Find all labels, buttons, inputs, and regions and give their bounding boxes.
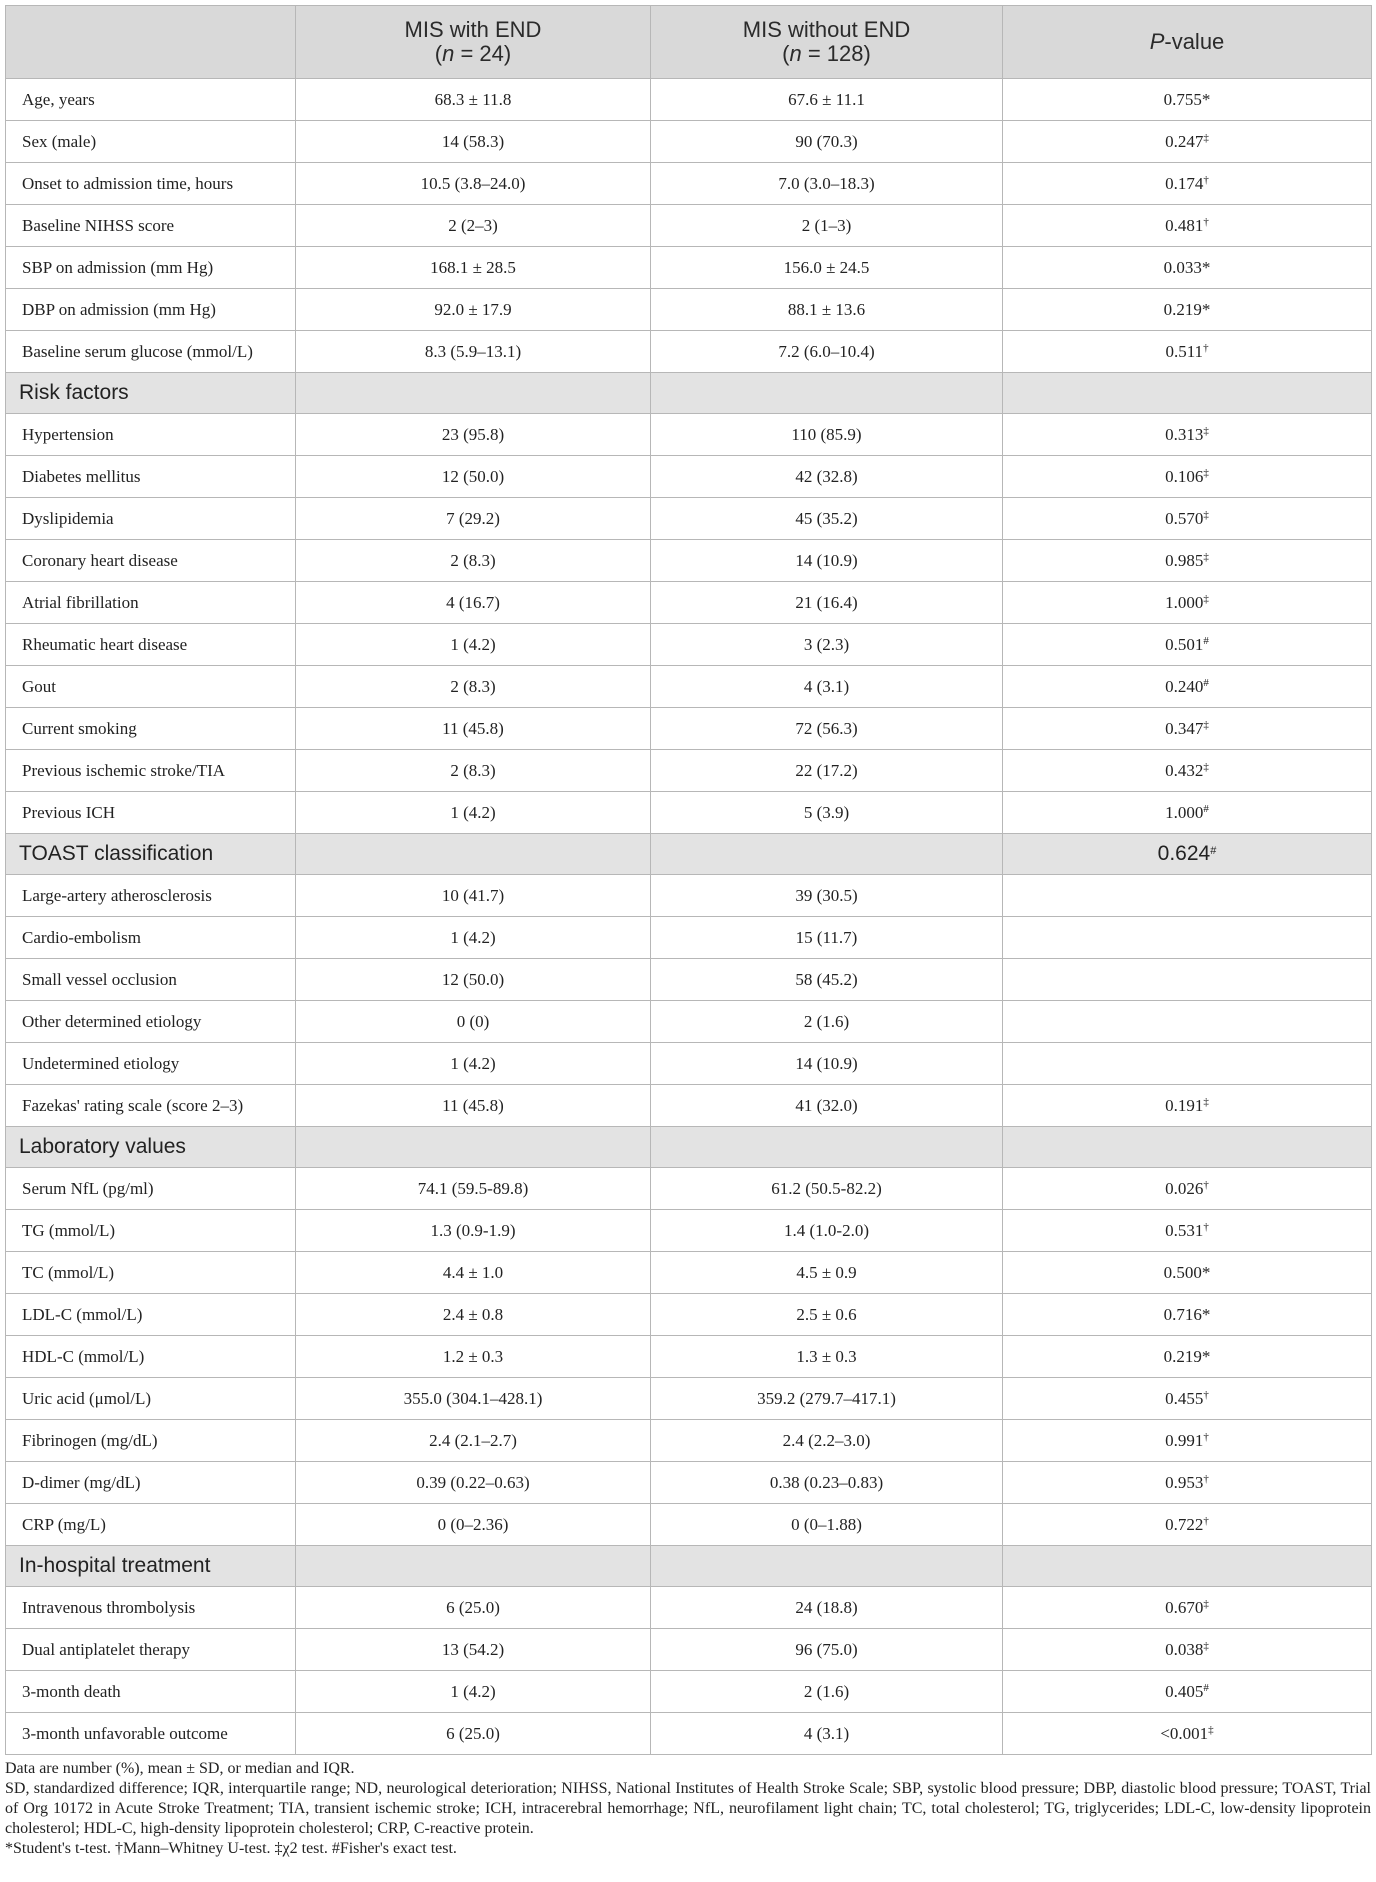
cell-without-end: 2.5 ± 0.6: [651, 1294, 1003, 1336]
row-label: Cardio-embolism: [6, 917, 296, 959]
row-label: SBP on admission (mm Hg): [6, 247, 296, 289]
cell-with-end: 0 (0): [296, 1001, 651, 1043]
cell-p-value: 0.531†: [1003, 1210, 1372, 1252]
footnote-mark: #: [1203, 676, 1209, 689]
footnote-tests: *Student's t-test. †Mann–Whitney U-test. ‡χ2 test. #Fisher's exact test.: [5, 1840, 457, 1857]
cell-without-end: 90 (70.3): [651, 121, 1003, 163]
cell-without-end: 58 (45.2): [651, 959, 1003, 1001]
section-row: [6, 1127, 1372, 1168]
footnote-mark: †: [1203, 173, 1209, 186]
row-label: Sex (male): [6, 121, 296, 163]
footnote-mark: #: [1203, 802, 1209, 815]
cell-p-value: 0.985‡: [1003, 540, 1372, 582]
cell-p-value: [1003, 1001, 1372, 1043]
cell-with-end: 10 (41.7): [296, 875, 651, 917]
row-label: TG (mmol/L): [6, 1210, 296, 1252]
cell-p-value: 0.991†: [1003, 1420, 1372, 1462]
cell-without-end: 359.2 (279.7–417.1): [651, 1378, 1003, 1420]
cell-p-value: 0.219*: [1003, 1336, 1372, 1378]
cell-p-value: 0.219*: [1003, 289, 1372, 331]
row-label: LDL-C (mmol/L): [6, 1294, 296, 1336]
section-cell-empty: [651, 1546, 1003, 1587]
table-row: [6, 456, 1372, 498]
footnote-mark: ‡: [1208, 1723, 1214, 1736]
cell-p-value: 0.670‡: [1003, 1587, 1372, 1629]
row-label: Undetermined etiology: [6, 1043, 296, 1085]
row-label: Previous ICH: [6, 792, 296, 834]
cell-p-value: 0.953†: [1003, 1462, 1372, 1504]
footnote-mark: ‡: [1203, 550, 1209, 563]
footnote-mark: ‡: [1203, 131, 1209, 144]
cell-without-end: 5 (3.9): [651, 792, 1003, 834]
cell-p-value: 0.347‡: [1003, 708, 1372, 750]
cell-without-end: 2.4 (2.2–3.0): [651, 1420, 1003, 1462]
row-label: HDL-C (mmol/L): [6, 1336, 296, 1378]
row-label: Uric acid (μmol/L): [6, 1378, 296, 1420]
cell-without-end: 96 (75.0): [651, 1629, 1003, 1671]
table-row: [6, 205, 1372, 247]
table-row: [6, 875, 1372, 917]
cell-with-end: 6 (25.0): [296, 1713, 651, 1755]
table-row: [6, 1587, 1372, 1629]
table-row: [6, 1085, 1372, 1127]
row-label: Gout: [6, 666, 296, 708]
cell-with-end: 10.5 (3.8–24.0): [296, 163, 651, 205]
table-row: [6, 1336, 1372, 1378]
cell-with-end: 11 (45.8): [296, 708, 651, 750]
row-label: Fibrinogen (mg/dL): [6, 1420, 296, 1462]
table-container: [5, 5, 1371, 1755]
header-cell-with-end: MIS with END (n = 24): [296, 6, 651, 79]
section-p-value: [1003, 373, 1372, 414]
footnote-mark: †: [1203, 1388, 1209, 1401]
row-label: Current smoking: [6, 708, 296, 750]
cell-without-end: 22 (17.2): [651, 750, 1003, 792]
footnote-mark: †: [1203, 215, 1209, 228]
section-title: TOAST classification: [6, 834, 296, 875]
cell-with-end: 68.3 ± 11.8: [296, 79, 651, 121]
cell-p-value: 0.038‡: [1003, 1629, 1372, 1671]
cell-without-end: 21 (16.4): [651, 582, 1003, 624]
cell-without-end: 72 (56.3): [651, 708, 1003, 750]
section-p-value: [1003, 1546, 1372, 1587]
cell-without-end: 4 (3.1): [651, 666, 1003, 708]
row-label: 3-month death: [6, 1671, 296, 1713]
cell-without-end: 7.0 (3.0–18.3): [651, 163, 1003, 205]
cell-with-end: 8.3 (5.9–13.1): [296, 331, 651, 373]
row-label: Baseline NIHSS score: [6, 205, 296, 247]
cell-p-value: 0.026†: [1003, 1168, 1372, 1210]
table-row: [6, 1294, 1372, 1336]
row-label: Other determined etiology: [6, 1001, 296, 1043]
footnote-mark: †: [1203, 341, 1209, 354]
table-row: [6, 1629, 1372, 1671]
cell-p-value: 0.511†: [1003, 331, 1372, 373]
table-body: [6, 79, 1372, 1755]
cell-with-end: 7 (29.2): [296, 498, 651, 540]
table-row: [6, 79, 1372, 121]
row-label: Dyslipidemia: [6, 498, 296, 540]
row-label: DBP on admission (mm Hg): [6, 289, 296, 331]
footnote-mark: ‡: [1203, 1095, 1209, 1108]
table-row: [6, 917, 1372, 959]
cell-p-value: 0.313‡: [1003, 414, 1372, 456]
footnote-abbreviations: SD, standardized difference; IQR, interquartile range; ND, neurological deterioration; NIHSS, National Institutes of Health Stroke Scale; SBP, systolic blood pressure; DBP, diastolic blood pressure; TOAST, Trial of Org 10172 in Acute Stroke Treatment; TIA, transient ischemic stroke; ICH, intracerebral hemorrhage; NfL, neurofilament light chain; TC, total cholesterol; TG, triglycerides; LDL-C, low-density lipoprotein cholesterol; HDL-C, high-density lipoprotein cholesterol; CRP, C-reactive protein.: [5, 1780, 1371, 1837]
section-row: [6, 834, 1372, 875]
cell-with-end: 4.4 ± 1.0: [296, 1252, 651, 1294]
cell-with-end: 1.3 (0.9-1.9): [296, 1210, 651, 1252]
cell-p-value: 0.501#: [1003, 624, 1372, 666]
cell-with-end: 2.4 ± 0.8: [296, 1294, 651, 1336]
table-row: [6, 331, 1372, 373]
section-cell-empty: [651, 373, 1003, 414]
header-cell-p-value: P-value: [1003, 6, 1372, 79]
row-label: CRP (mg/L): [6, 1504, 296, 1546]
section-title: Laboratory values: [6, 1127, 296, 1168]
header-cell-without-end: MIS without END (n = 128): [651, 6, 1003, 79]
cell-without-end: 156.0 ± 24.5: [651, 247, 1003, 289]
cell-without-end: 0 (0–1.88): [651, 1504, 1003, 1546]
cell-without-end: 2 (1–3): [651, 205, 1003, 247]
cell-p-value: [1003, 959, 1372, 1001]
cell-without-end: 4 (3.1): [651, 1713, 1003, 1755]
cell-p-value: 0.481†: [1003, 205, 1372, 247]
table-row: [6, 1420, 1372, 1462]
cell-with-end: 74.1 (59.5-89.8): [296, 1168, 651, 1210]
cell-without-end: 1.3 ± 0.3: [651, 1336, 1003, 1378]
row-label: Fazekas' rating scale (score 2–3): [6, 1085, 296, 1127]
cell-with-end: 1 (4.2): [296, 624, 651, 666]
cell-p-value: 0.247‡: [1003, 121, 1372, 163]
header-cell-variable: [6, 6, 296, 79]
cell-with-end: 12 (50.0): [296, 959, 651, 1001]
row-label: 3-month unfavorable outcome: [6, 1713, 296, 1755]
row-label: Baseline serum glucose (mmol/L): [6, 331, 296, 373]
footnote-mark: †: [1203, 1430, 1209, 1443]
cell-p-value: <0.001‡: [1003, 1713, 1372, 1755]
cell-without-end: 67.6 ± 11.1: [651, 79, 1003, 121]
row-label: Intravenous thrombolysis: [6, 1587, 296, 1629]
table-row: [6, 498, 1372, 540]
row-label: D-dimer (mg/dL): [6, 1462, 296, 1504]
cell-with-end: 168.1 ± 28.5: [296, 247, 651, 289]
table-header-row: [6, 6, 1372, 79]
table-row: [6, 582, 1372, 624]
baseline-characteristics-table: [5, 5, 1372, 1755]
cell-p-value: 0.755*: [1003, 79, 1372, 121]
cell-without-end: 88.1 ± 13.6: [651, 289, 1003, 331]
table-row: [6, 1504, 1372, 1546]
cell-without-end: 61.2 (50.5-82.2): [651, 1168, 1003, 1210]
cell-p-value: [1003, 917, 1372, 959]
cell-with-end: 0 (0–2.36): [296, 1504, 651, 1546]
section-title: In-hospital treatment: [6, 1546, 296, 1587]
cell-p-value: 0.240#: [1003, 666, 1372, 708]
footnote-mark: †: [1203, 1472, 1209, 1485]
cell-without-end: 0.38 (0.23–0.83): [651, 1462, 1003, 1504]
footnote-mark: ‡: [1203, 592, 1209, 605]
footnote-mark: †: [1203, 1178, 1209, 1191]
footnote-mark: #: [1203, 1681, 1209, 1694]
cell-without-end: 14 (10.9): [651, 1043, 1003, 1085]
table-row: [6, 1168, 1372, 1210]
section-p-value: 0.624#: [1003, 834, 1372, 875]
cell-with-end: 6 (25.0): [296, 1587, 651, 1629]
footnote-mark: †: [1203, 1514, 1209, 1527]
section-cell-empty: [296, 834, 651, 875]
table-row: [6, 163, 1372, 205]
table-row: [6, 1043, 1372, 1085]
row-label: Rheumatic heart disease: [6, 624, 296, 666]
footnote-mark: #: [1203, 634, 1209, 647]
cell-without-end: 2 (1.6): [651, 1671, 1003, 1713]
cell-with-end: 1 (4.2): [296, 1671, 651, 1713]
cell-without-end: 42 (32.8): [651, 456, 1003, 498]
footnote-mark: ‡: [1203, 424, 1209, 437]
cell-without-end: 2 (1.6): [651, 1001, 1003, 1043]
section-cell-empty: [651, 1127, 1003, 1168]
row-label: Large-artery atherosclerosis: [6, 875, 296, 917]
table-row: [6, 247, 1372, 289]
table-row: [6, 959, 1372, 1001]
cell-with-end: 1 (4.2): [296, 917, 651, 959]
cell-with-end: 1 (4.2): [296, 792, 651, 834]
cell-p-value: [1003, 875, 1372, 917]
cell-without-end: 7.2 (6.0–10.4): [651, 331, 1003, 373]
cell-p-value: 0.106‡: [1003, 456, 1372, 498]
cell-without-end: 3 (2.3): [651, 624, 1003, 666]
cell-p-value: 0.405#: [1003, 1671, 1372, 1713]
cell-with-end: 2.4 (2.1–2.7): [296, 1420, 651, 1462]
cell-with-end: 1 (4.2): [296, 1043, 651, 1085]
section-row: [6, 1546, 1372, 1587]
table-row: [6, 540, 1372, 582]
table-row: [6, 1671, 1372, 1713]
row-label: Hypertension: [6, 414, 296, 456]
cell-without-end: 24 (18.8): [651, 1587, 1003, 1629]
section-row: [6, 373, 1372, 414]
cell-without-end: 45 (35.2): [651, 498, 1003, 540]
footnote-mark: ‡: [1203, 1639, 1209, 1652]
cell-without-end: 4.5 ± 0.9: [651, 1252, 1003, 1294]
row-label: Diabetes mellitus: [6, 456, 296, 498]
cell-with-end: 92.0 ± 17.9: [296, 289, 651, 331]
table-row: [6, 792, 1372, 834]
cell-without-end: 15 (11.7): [651, 917, 1003, 959]
table-row: [6, 750, 1372, 792]
table-footnotes: [5, 1759, 1371, 1859]
row-label: Previous ischemic stroke/TIA: [6, 750, 296, 792]
table-row: [6, 121, 1372, 163]
cell-with-end: 2 (8.3): [296, 540, 651, 582]
cell-p-value: 0.174†: [1003, 163, 1372, 205]
section-cell-empty: [296, 1546, 651, 1587]
cell-p-value: 1.000‡: [1003, 582, 1372, 624]
cell-p-value: 0.500*: [1003, 1252, 1372, 1294]
cell-p-value: 0.191‡: [1003, 1085, 1372, 1127]
cell-with-end: 2 (2–3): [296, 205, 651, 247]
cell-with-end: 2 (8.3): [296, 750, 651, 792]
footnote-mark: ‡: [1203, 718, 1209, 731]
table-row: [6, 1210, 1372, 1252]
cell-without-end: 1.4 (1.0-2.0): [651, 1210, 1003, 1252]
cell-without-end: 39 (30.5): [651, 875, 1003, 917]
footnote-mark: #: [1210, 845, 1217, 857]
footnote-mark: ‡: [1203, 760, 1209, 773]
table-row: [6, 1713, 1372, 1755]
table-row: [6, 708, 1372, 750]
cell-p-value: 1.000#: [1003, 792, 1372, 834]
cell-with-end: 1.2 ± 0.3: [296, 1336, 651, 1378]
section-title: Risk factors: [6, 373, 296, 414]
footnote-mark: ‡: [1203, 1597, 1209, 1610]
footnote-data-note: Data are number (%), mean ± SD, or median and IQR.: [5, 1760, 355, 1777]
cell-p-value: [1003, 1043, 1372, 1085]
cell-p-value: 0.033*: [1003, 247, 1372, 289]
section-cell-empty: [296, 1127, 651, 1168]
table-row: [6, 414, 1372, 456]
row-label: Age, years: [6, 79, 296, 121]
cell-with-end: 23 (95.8): [296, 414, 651, 456]
table-row: [6, 666, 1372, 708]
table-row: [6, 289, 1372, 331]
row-label: Onset to admission time, hours: [6, 163, 296, 205]
footnote-mark: †: [1203, 1220, 1209, 1233]
cell-p-value: 0.455†: [1003, 1378, 1372, 1420]
table-row: [6, 1001, 1372, 1043]
row-label: Coronary heart disease: [6, 540, 296, 582]
cell-p-value: 0.716*: [1003, 1294, 1372, 1336]
cell-with-end: 355.0 (304.1–428.1): [296, 1378, 651, 1420]
cell-with-end: 0.39 (0.22–0.63): [296, 1462, 651, 1504]
row-label: Small vessel occlusion: [6, 959, 296, 1001]
footnote-mark: ‡: [1203, 508, 1209, 521]
cell-with-end: 12 (50.0): [296, 456, 651, 498]
cell-p-value: 0.432‡: [1003, 750, 1372, 792]
row-label: TC (mmol/L): [6, 1252, 296, 1294]
cell-with-end: 14 (58.3): [296, 121, 651, 163]
table-row: [6, 1462, 1372, 1504]
cell-without-end: 41 (32.0): [651, 1085, 1003, 1127]
table-row: [6, 1378, 1372, 1420]
cell-without-end: 14 (10.9): [651, 540, 1003, 582]
cell-with-end: 2 (8.3): [296, 666, 651, 708]
cell-p-value: 0.722†: [1003, 1504, 1372, 1546]
cell-p-value: 0.570‡: [1003, 498, 1372, 540]
section-p-value: [1003, 1127, 1372, 1168]
row-label: Atrial fibrillation: [6, 582, 296, 624]
section-cell-empty: [651, 834, 1003, 875]
cell-without-end: 110 (85.9): [651, 414, 1003, 456]
cell-with-end: 13 (54.2): [296, 1629, 651, 1671]
footnote-mark: ‡: [1203, 466, 1209, 479]
row-label: Serum NfL (pg/ml): [6, 1168, 296, 1210]
table-row: [6, 1252, 1372, 1294]
cell-with-end: 4 (16.7): [296, 582, 651, 624]
cell-with-end: 11 (45.8): [296, 1085, 651, 1127]
section-cell-empty: [296, 373, 651, 414]
row-label: Dual antiplatelet therapy: [6, 1629, 296, 1671]
table-row: [6, 624, 1372, 666]
